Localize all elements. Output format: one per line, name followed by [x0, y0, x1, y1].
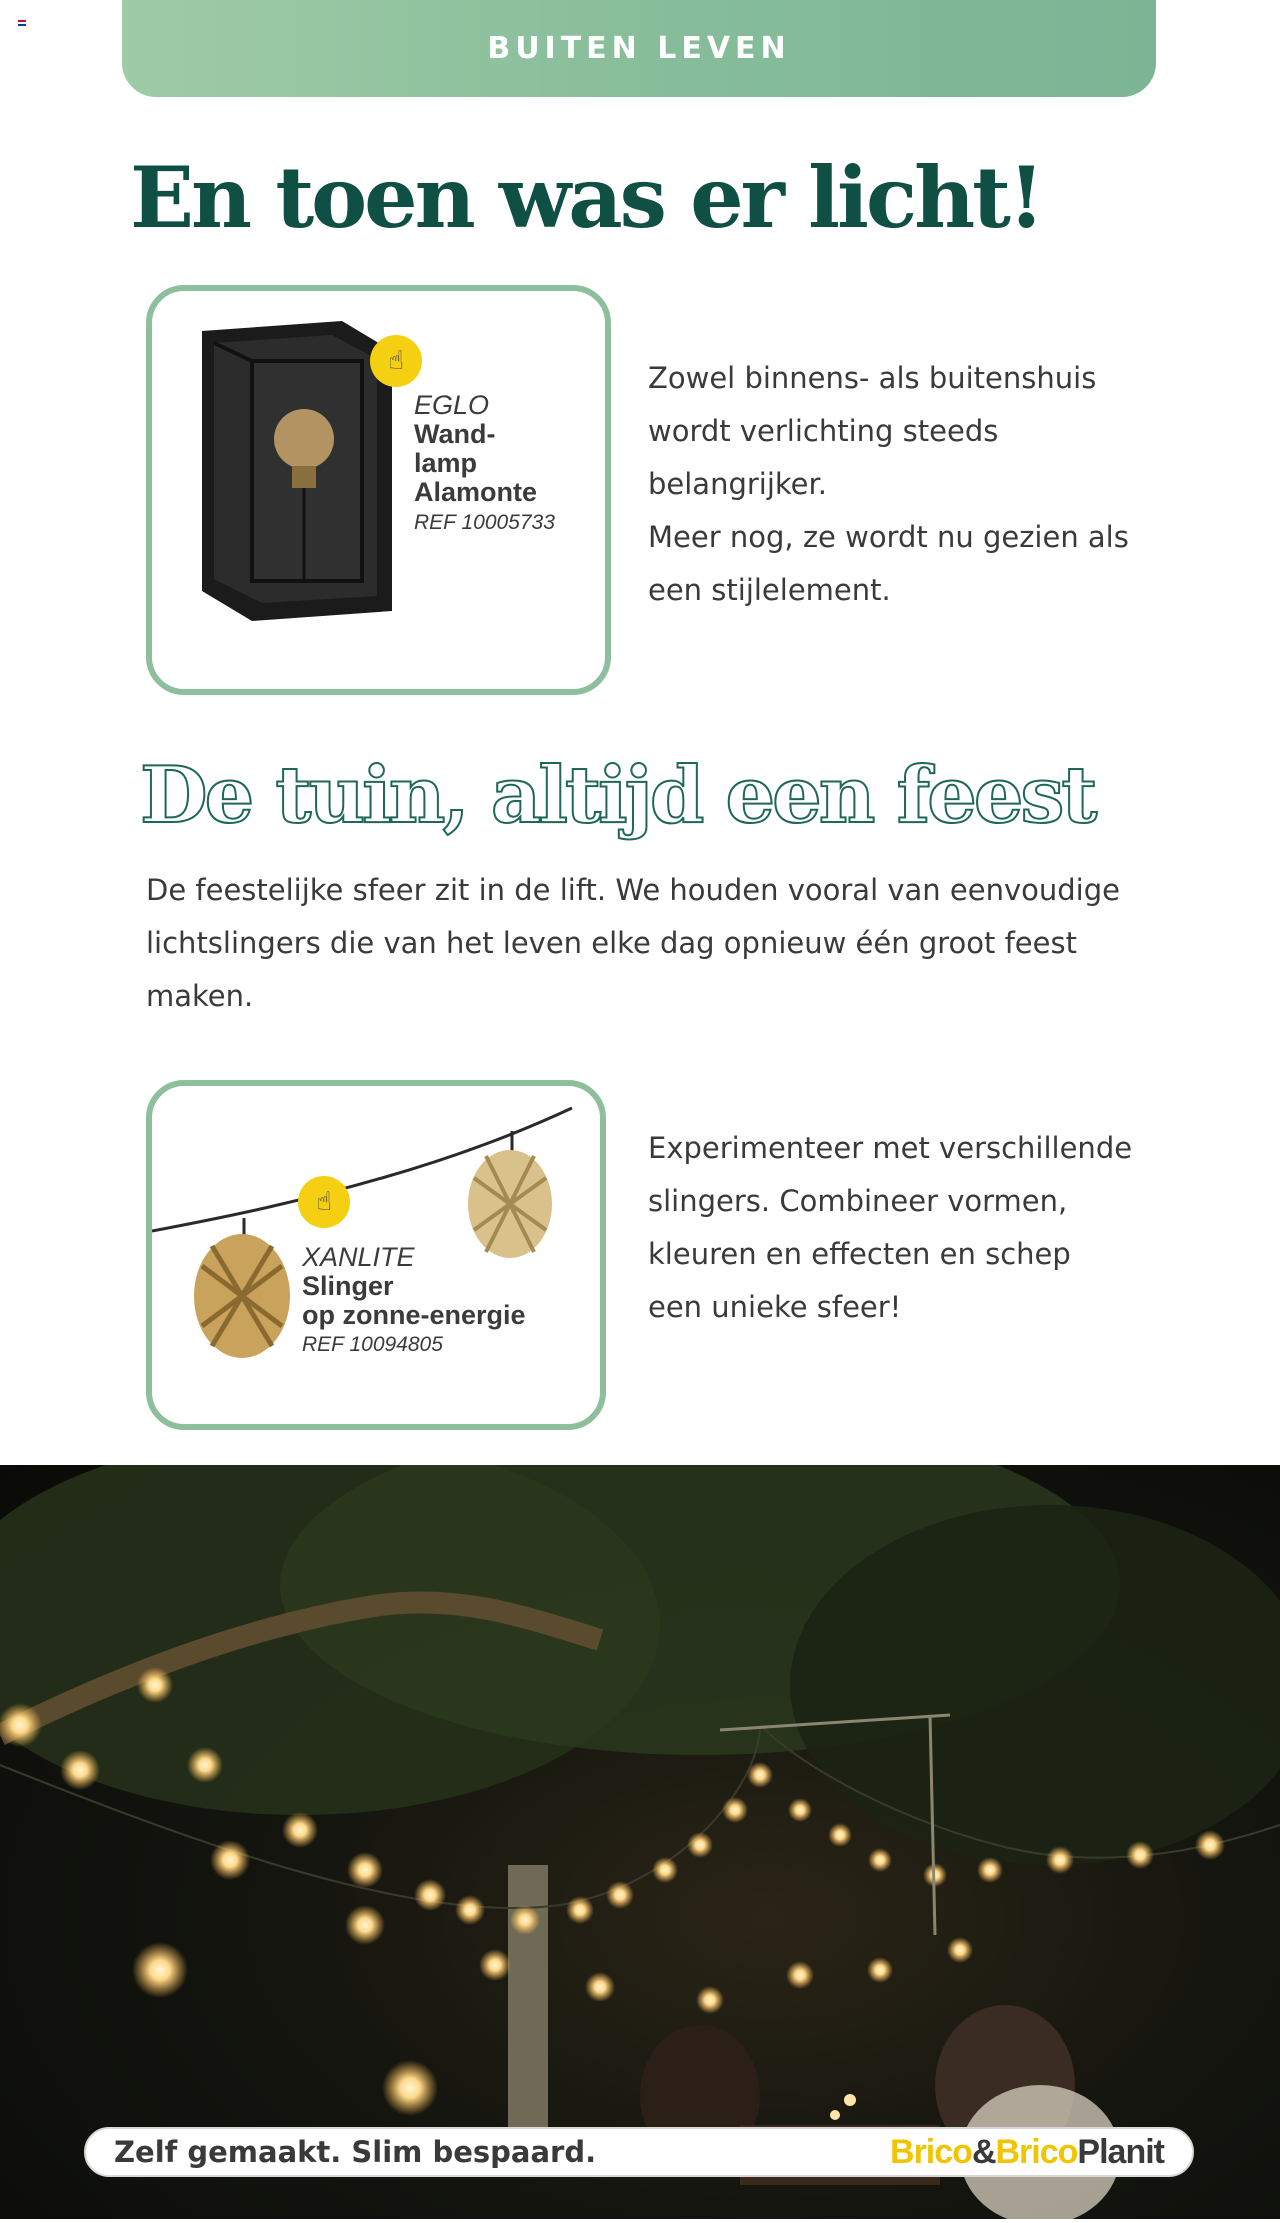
text-line: lichtslingers die van het leven elke dag opnieuw één groot feest [146, 926, 1077, 960]
product-label-eglo [414, 391, 555, 534]
product-card-xanlite[interactable] [146, 1080, 606, 1430]
text-line: wordt verlichting steeds [648, 414, 999, 448]
garden-party-photo [0, 1465, 1280, 2219]
product-ref: REF 10094805 [302, 1333, 443, 1357]
hand-pointer-icon[interactable]: ☝ [370, 335, 422, 387]
product-name-line: Slinger [302, 1271, 394, 1302]
product-brand: EGLO [414, 390, 490, 420]
text-line: kleuren en effecten en schep [648, 1237, 1071, 1271]
text-line: Zowel binnens- als buitenshuis [648, 361, 1097, 395]
footer-bar [84, 2127, 1194, 2177]
text-line: een unieke sfeer! [648, 1290, 902, 1324]
wall-lamp-image [192, 321, 392, 621]
logo-part: & [971, 2132, 996, 2171]
section-heading: De tuin, altijd een feest [140, 750, 1095, 841]
intro-text [648, 352, 1129, 617]
logo-part: Brico [995, 2132, 1078, 2171]
product-ref: REF 10005733 [414, 510, 555, 534]
text-line: maken. [146, 979, 254, 1013]
section-header-bar [122, 0, 1156, 97]
section-title: BUITEN LEVEN [487, 31, 791, 66]
footer-slogan: Zelf gemaakt. Slim bespaard. [114, 2135, 597, 2169]
product-name-line: Wand- [414, 419, 496, 450]
product-name-line: Alamonte [414, 477, 538, 508]
text-line: Meer nog, ze wordt nu gezien als [648, 520, 1129, 554]
section-text [146, 864, 1120, 1023]
brico-planit-logo[interactable] [890, 2133, 1164, 2172]
product-name-line: op zonne-energie [302, 1300, 526, 1331]
language-flag-icon[interactable] [18, 20, 26, 26]
logo-part: Brico [890, 2132, 972, 2171]
tips-text [648, 1122, 1132, 1334]
logo-part: Planit [1077, 2132, 1164, 2171]
garden-lights-illustration [0, 1465, 1280, 2219]
text-line: Experimenteer met verschillende [648, 1131, 1133, 1165]
product-label-xanlite [302, 1243, 526, 1357]
product-name-line: lamp [414, 448, 478, 479]
text-line: De feestelijke sfeer zit in de lift. We houden vooral van eenvoudige [146, 873, 1120, 907]
page-title: En toen was er licht! [130, 148, 1042, 247]
hand-pointer-icon[interactable]: ☝ [298, 1176, 350, 1228]
product-card-eglo[interactable] [146, 285, 611, 695]
text-line: belangrijker. [648, 467, 827, 501]
text-line: slingers. Combineer vormen, [648, 1184, 1068, 1218]
text-line: een stijlelement. [648, 573, 891, 607]
product-brand: XANLITE [302, 1242, 415, 1272]
